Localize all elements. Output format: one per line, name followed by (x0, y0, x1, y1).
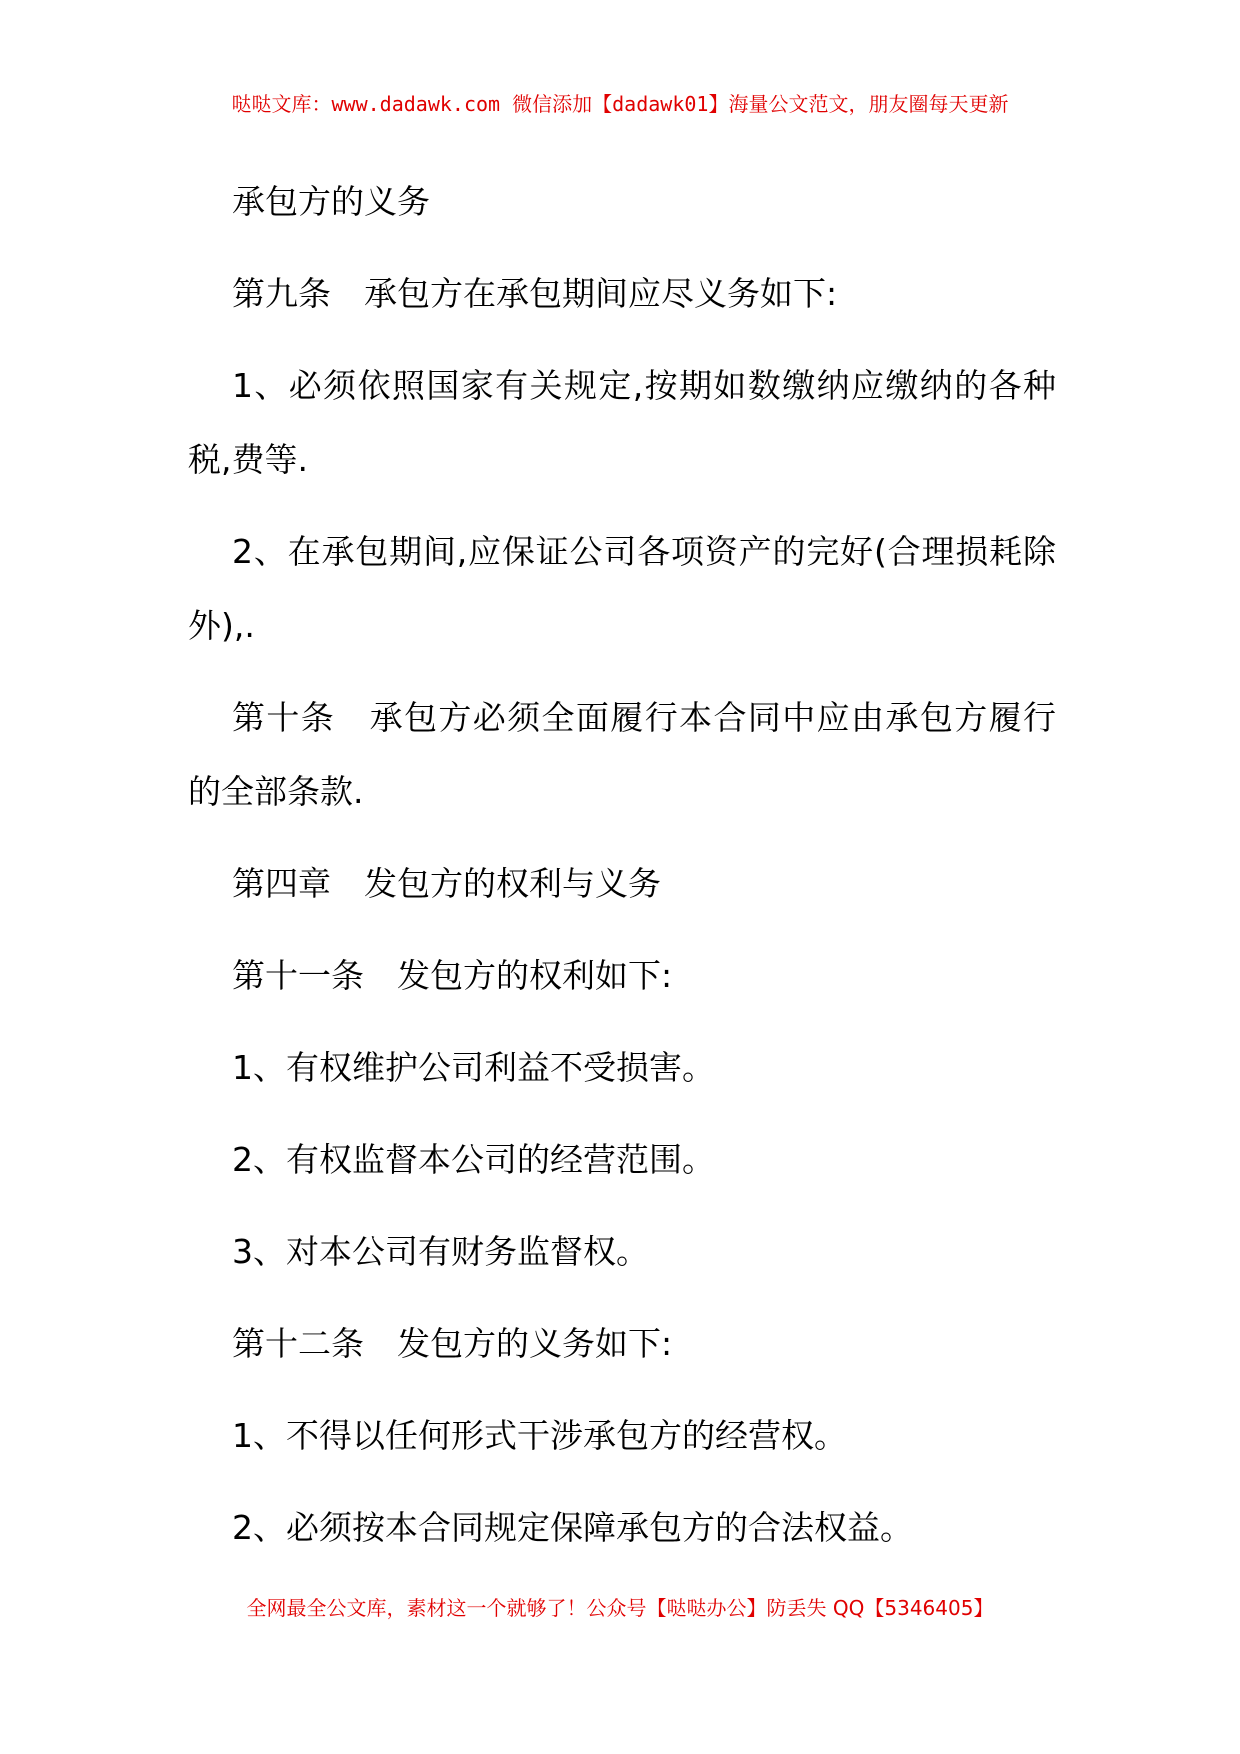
document-body (188, 165, 1056, 1583)
section-title-contractor-obligations: 承包方的义务 (232, 182, 430, 221)
article-11-item-2: 2、有权监督本公司的经营范围。 (232, 1140, 715, 1179)
article-9-item-2: 2、在承包期间,应保证公司各项资产的完好(合理损耗除外),. (188, 532, 1056, 645)
article-11-item-1: 1、有权维护公司利益不受损害。 (232, 1048, 715, 1087)
footer-watermark-banner: 全网最全公文库，素材这一个就够了！公众号【哒哒办公】防丢失 QQ【5346405】 (246, 1596, 994, 1620)
article-10: 第十条 承包方必须全面履行本合同中应由承包方履行的全部条款. (188, 698, 1056, 811)
article-12-item-1: 1、不得以任何形式干涉承包方的经营权。 (232, 1416, 847, 1455)
article-11-heading: 第十一条 发包方的权利如下: (232, 956, 673, 995)
article-11-item-3: 3、对本公司有财务监督权。 (232, 1232, 649, 1271)
article-12-item-2: 2、必须按本合同规定保障承包方的合法权益。 (232, 1508, 913, 1547)
header-watermark-banner: 哒哒文库：www.dadawk.com 微信添加【dadawk01】海量公文范文，朋友圈每天更新 (231, 92, 1009, 116)
chapter-4-heading: 第四章 发包方的权利与义务 (232, 864, 661, 903)
article-12-heading: 第十二条 发包方的义务如下: (232, 1324, 673, 1363)
article-9-item-1: 1、必须依照国家有关规定,按期如数缴纳应缴纳的各种税,费等. (188, 366, 1056, 479)
article-9-heading: 第九条 承包方在承包期间应尽义务如下: (232, 274, 838, 313)
